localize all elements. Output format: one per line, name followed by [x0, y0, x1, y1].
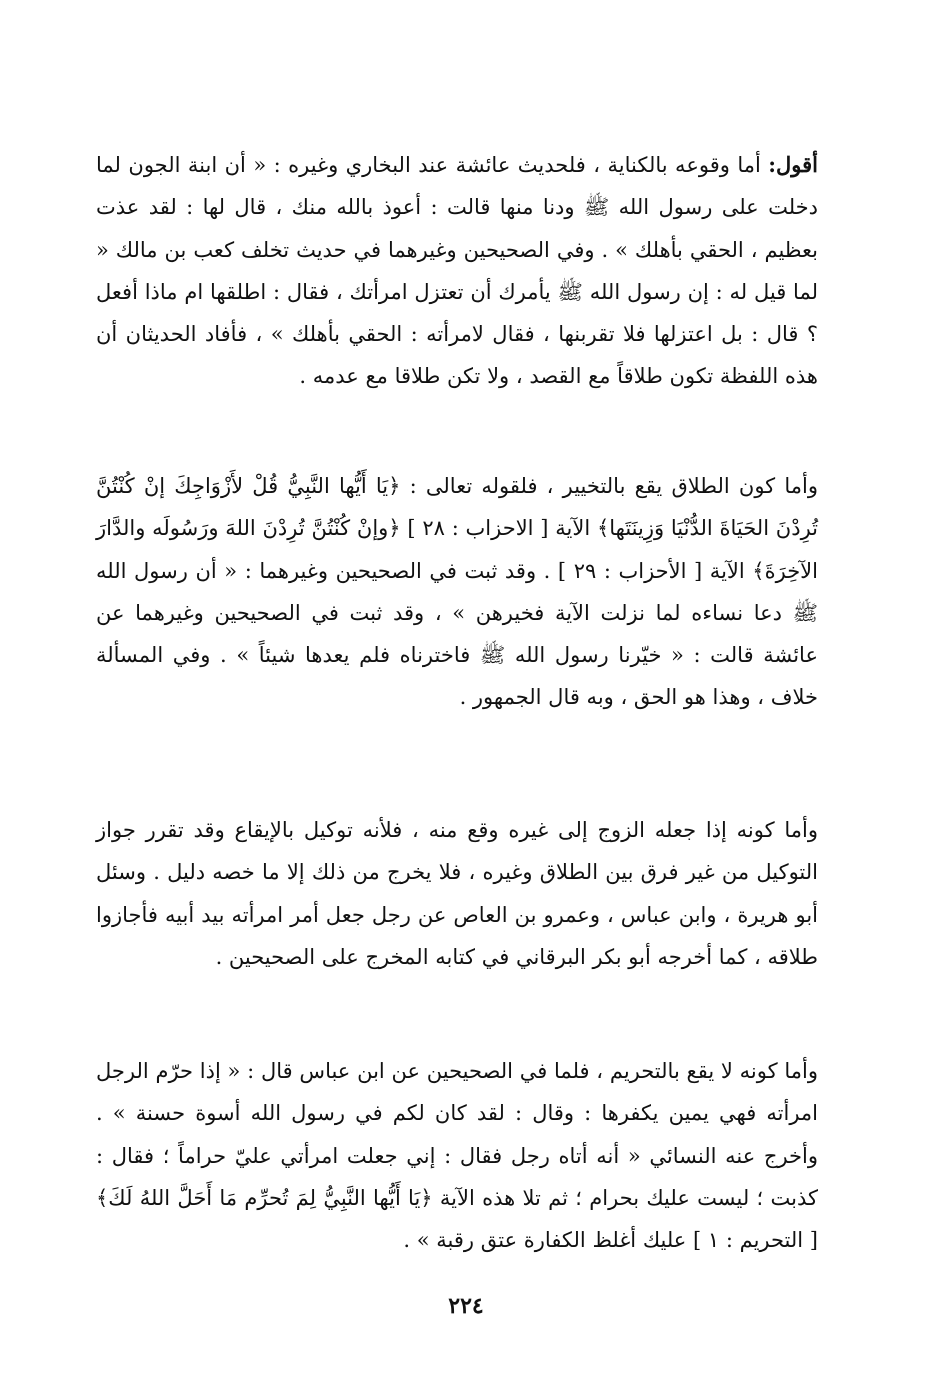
paragraph-1 [96, 144, 818, 398]
paragraph-lead-word: أقول: [768, 152, 818, 177]
paragraph-3: وأما كونه إذا جعله الزوج إلى غيره وقع منه ، فلأنه توكيل بالإيقاع وقد تقرر جواز التوكيل من غير فرق بين الطلاق وغيره ، فلا يخرج من ذلك إلا ما خصه دليل . وسئل أبو هريرة ، وابن عباس ، وعمرو بن العاص عن رجل جعل أمر امرأته بيد أبيه فأجازوا طلاقه ، كما أخرجه أبو بكر البرقاني في كتابه المخرج على الصحيحين . [96, 818, 819, 969]
paragraph-4: وأما كونه لا يقع بالتحريم ، فلما في الصحيحين عن ابن عباس قال : « إذا حرّم الرجل امرأته فهي يمين يكفرها : وقال : لقد كان لكم في رسول الله أسوة حسنة » . وأخرج عنه النسائي « أنه أتاه رجل فقال : إني جعلت امرأتي عليّ حراماً ؛ فقال : كذبت ؛ ليست عليك بحرام ؛ ثم تلا هذه الآية ﴿يَا أَيُّها النَّبِيُّ لِمَ تُحرِّم مَا أَحَلَّ اللهُ لَكَ﴾ [ التحريم : ١ ] عليك أغلظ الكفارة عتق رقبة » . [96, 1059, 818, 1253]
page-number: ٢٢٤ [448, 1293, 484, 1319]
paragraph-2: وأما كون الطلاق يقع بالتخيير ، فلقوله تعالى : ﴿يَا أَيُّها النَّبِيُّ قُلْ لأَزْوَاجِكَ إنْ كُنْتُنَّ تُرِدْنَ الحَيَاةَ الدُّنْيَا وَزِينَتَها﴾ الآية [ الاحزاب : ٢٨ ] ﴿وإنْ كُنْتُنَّ تُرِدْنَ اللهَ ورَسُولَه والدَّارَ الآخِرَةَ﴾ الآية [ الأحزاب : ٢٩ ] . وقد ثبت في الصحيحين وغيرهما : « أن رسول الله ﷺ دعا نساءه لما نزلت الآية فخيرهن » ، وقد ثبت في الصحيحين وغيرهما عن عائشة قالت : « خيّرنا رسول الله ﷺ فاخترناه فلم يعدها شيئاً » . وفي المسألة خلاف ، وهذا هو الحق ، وبه قال الجمهور . [96, 474, 818, 710]
paragraph-1-text: أما وقوعه بالكناية ، فلحديث عائشة عند البخاري وغيره : « أن ابنة الجون لما دخلت على رسول الله ﷺ ودنا منها قالت : أعوذ بالله منك ، قال لها : لقد عذت بعظيم ، الحقي بأهلك » . وفي الصحيحين وغيرهما في حديث تخلف كعب بن مالك « لما قيل له : إن رسول الله ﷺ يأمرك أن تعتزل امرأتك ، فقال : اطلقها ام ماذا أفعل ؟ قال : بل اعتزلها فلا تقربنها ، فقال لامرأته : الحقي بأهلك » ، فأفاد الحديثان أن هذه اللفظة تكون طلاقاً مع القصد ، ولا تكن طلاقا مع عدمه . [96, 153, 818, 389]
